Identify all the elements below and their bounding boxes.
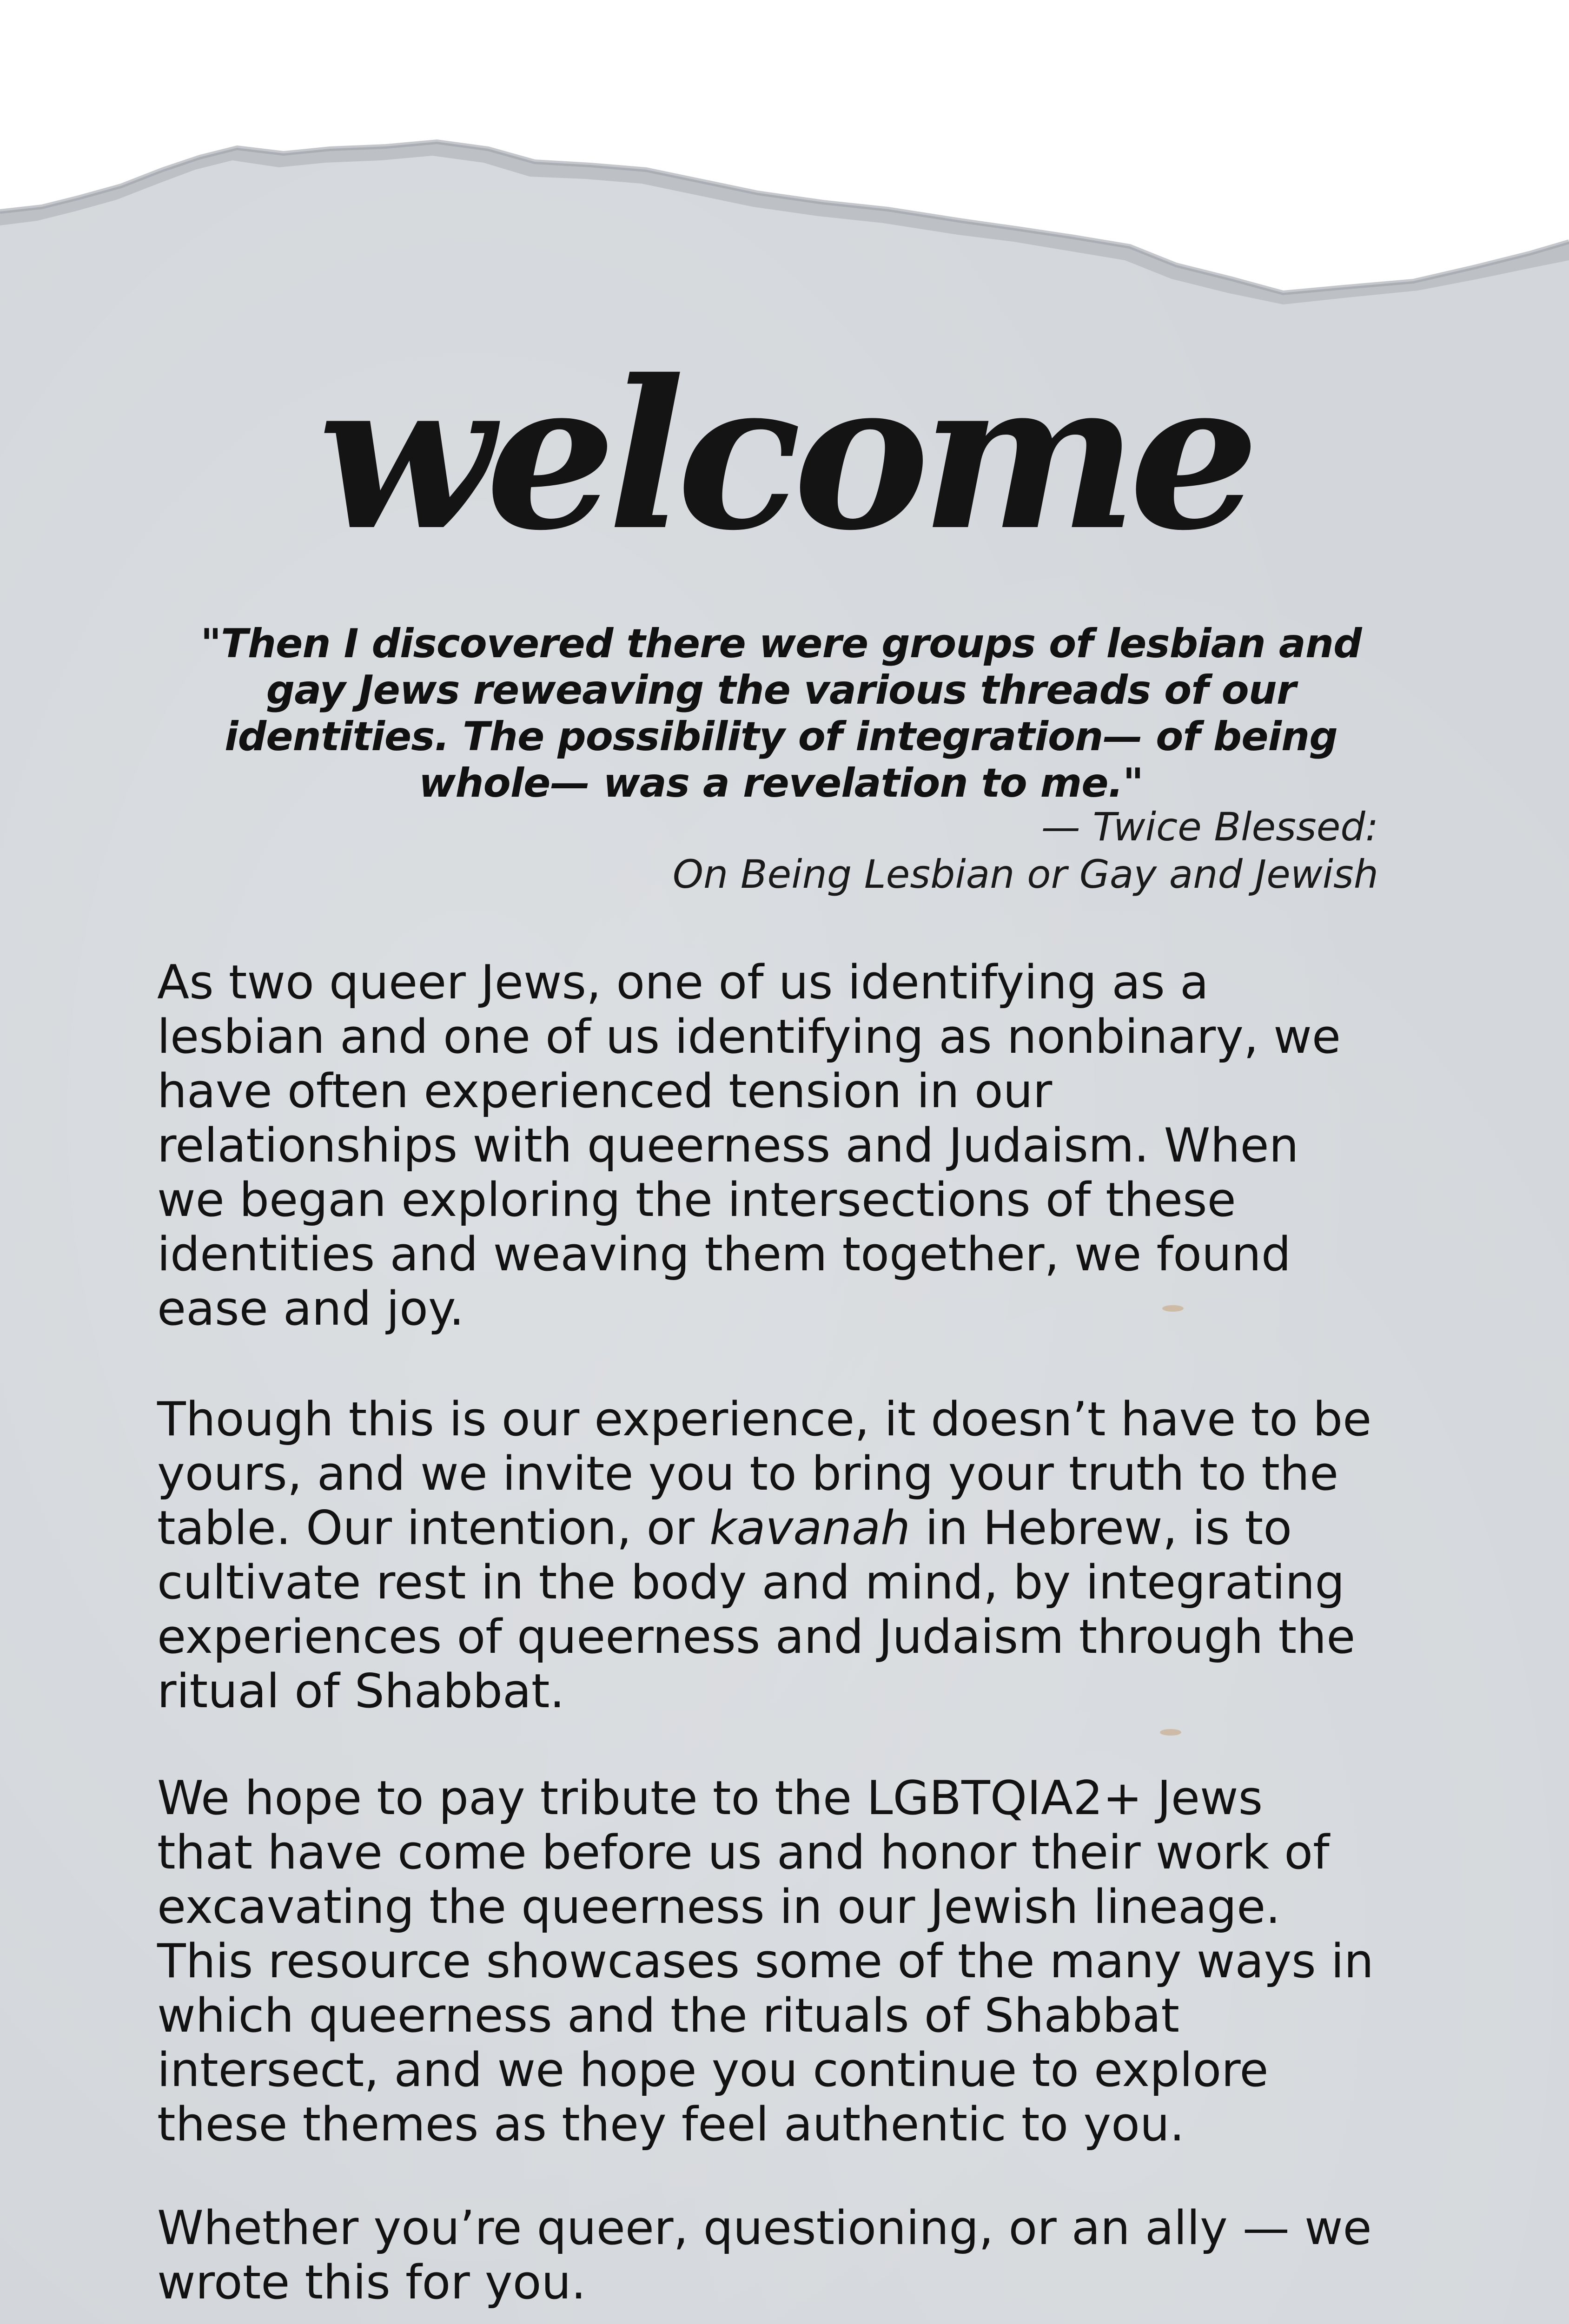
paragraph-line: Though this is our experience, it doesn’t have to be — [157, 1392, 1372, 1446]
paragraph-line: As two queer Jews, one of us identifying as a — [157, 955, 1209, 1010]
attribution-line: — Twice Blessed: — [1041, 804, 1378, 850]
paragraph-line: identities and weaving them together, we found — [157, 1227, 1291, 1281]
paragraph-line: intersect, and we hope you continue to explore — [157, 2042, 1269, 2097]
pull-quote — [181, 621, 1381, 806]
paragraph-line: This resource showcases some of the many ways in — [157, 1934, 1374, 1988]
quote-attribution — [673, 803, 1378, 898]
paragraph-intro — [157, 955, 1412, 1336]
quote-line: identities. The possibility of integration— of being — [225, 713, 1337, 760]
quote-line: "Then I discovered there were groups of lesbian and — [200, 621, 1362, 667]
paragraph-line: We hope to pay tribute to the LGBTQIA2+ Jews — [157, 1770, 1263, 1825]
paragraph-intention — [157, 1392, 1412, 1718]
paragraph-line: have often experienced tension in our — [157, 1063, 1053, 1118]
paragraph-line: ritual of Shabbat. — [157, 1664, 565, 1718]
paragraph-line: experiences of queerness and Judaism through the — [157, 1609, 1356, 1664]
torn-paper-edge — [0, 0, 1569, 372]
paragraph-line: relationships with queerness and Judaism. When — [157, 1118, 1299, 1173]
paragraph-line: excavating the queerness in our Jewish lineage. — [157, 1879, 1281, 1934]
paper-speck — [1160, 1729, 1181, 1736]
paragraph-line: these themes as they feel authentic to you. — [157, 2097, 1185, 2152]
paragraph-tribute — [157, 1771, 1412, 2152]
paragraph-line: wrote this for you. — [157, 2255, 586, 2310]
paragraph-line: we began exploring the intersections of these — [157, 1172, 1236, 1227]
paragraph-line — [157, 1501, 1412, 1555]
paragraph-line: lesbian and one of us identifying as nonbinary, we — [157, 1009, 1341, 1064]
paragraph-line: ease and joy. — [157, 1281, 464, 1336]
kavanah-term: kavanah — [709, 1500, 911, 1555]
paragraph-line: that have come before us and honor their work of — [157, 1825, 1330, 1880]
paragraph-line: Whether you’re queer, questioning, or an ally — we — [157, 2200, 1372, 2255]
welcome-title: welcome — [318, 335, 1251, 575]
text-run: in Hebrew, is to — [910, 1500, 1292, 1555]
quote-line: whole— was a revelation to me." — [418, 760, 1144, 806]
paragraph-line: cultivate rest in the body and mind, by integrating — [157, 1555, 1345, 1610]
paragraph-line: which queerness and the rituals of Shabbat — [157, 1988, 1180, 2043]
text-run: table. Our intention, or — [157, 1500, 710, 1555]
paragraph-dedication — [157, 2201, 1412, 2310]
paragraph-line: yours, and we invite you to bring your truth to the — [157, 1446, 1339, 1501]
quote-line: gay Jews reweaving the various threads of our — [266, 667, 1296, 713]
attribution-line: On Being Lesbian or Gay and Jewish — [672, 852, 1378, 897]
